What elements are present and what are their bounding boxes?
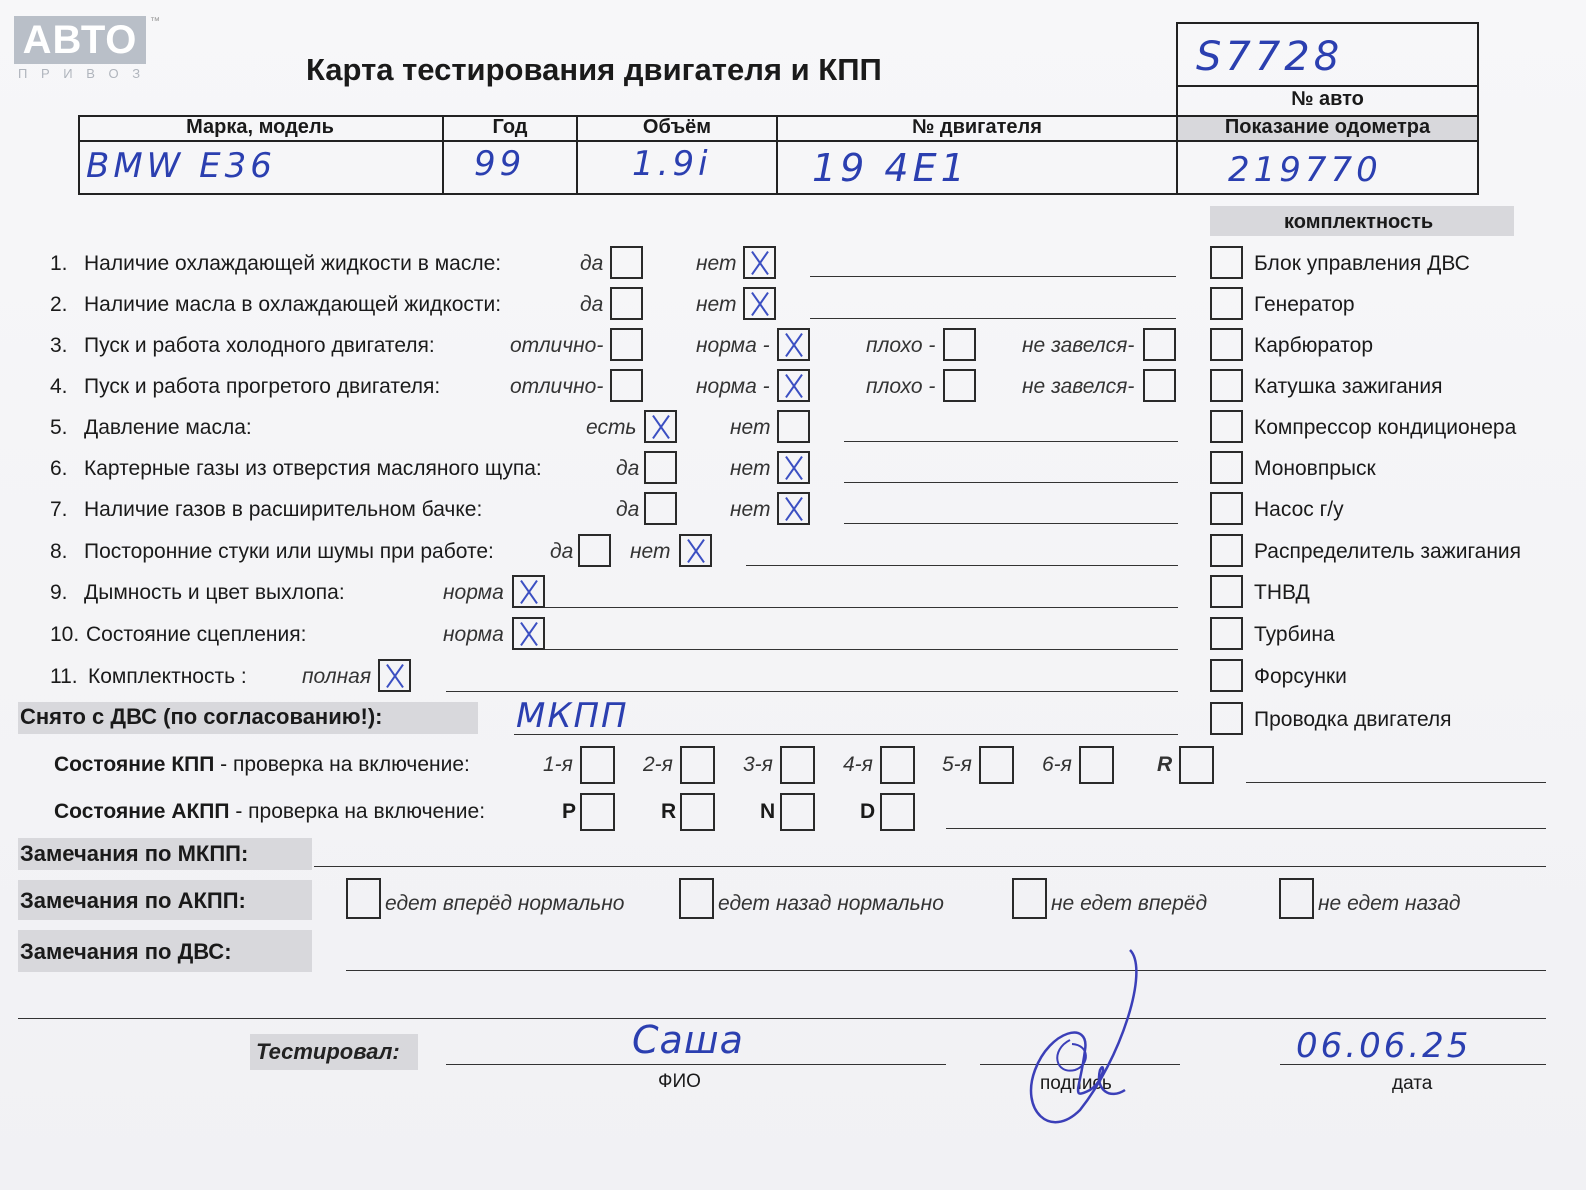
item-8-num: 8. (50, 540, 68, 563)
kit-label-turbine: Турбина (1254, 623, 1335, 646)
akpp-no-forward-label: не едет вперёд (1051, 892, 1208, 915)
kit-label-mono-injection: Моновпрыск (1254, 457, 1376, 480)
kpp-gear-6-label: 6-я (1042, 753, 1072, 776)
akpp-gear-d-checkbox[interactable] (880, 793, 915, 831)
item-6-no-checkbox[interactable] (777, 451, 810, 484)
item-7-opt-no: нет (730, 498, 771, 521)
kit-checkbox-injection-pump[interactable] (1210, 575, 1243, 608)
item-4-opt-normal: норма - (696, 375, 770, 398)
logo-tm: ™ (150, 16, 160, 27)
kit-label-ac-compressor: Компрессор кондиционера (1254, 416, 1517, 439)
col-header-year: Год (492, 116, 528, 138)
item-8-line (746, 565, 1178, 566)
remarks-akpp-label: Замечания по АКПП: (20, 888, 246, 913)
akpp-no-backward-label: не едет назад (1318, 892, 1461, 915)
year-value: 99 (474, 144, 526, 184)
akpp-gear-n-checkbox[interactable] (780, 793, 815, 831)
item-10-label: Состояние сцепления: (86, 623, 307, 646)
kpp-gear-5-checkbox[interactable] (979, 746, 1014, 784)
akpp-gear-n-label: N (760, 800, 776, 823)
akpp-label (54, 800, 485, 824)
kit-label-ignition-coil: Катушка зажигания (1254, 375, 1443, 398)
tested-date: 06.06.25 (1296, 1026, 1472, 1066)
item-6-label: Картерные газы из отверстия масляного щупа: (84, 457, 542, 480)
kpp-label-rest: - проверка на включение: (214, 753, 470, 776)
akpp-line (946, 828, 1546, 829)
remarks-mkpp-line (314, 866, 1546, 867)
col-header-odometer: Показание одометра (1224, 116, 1431, 138)
date-caption: дата (1392, 1073, 1433, 1094)
kpp-gear-r-label: R (1157, 753, 1173, 776)
signature-caption: подпись (1040, 1073, 1112, 1094)
item-1-num: 1. (50, 252, 68, 275)
akpp-gear-r-checkbox[interactable] (680, 793, 715, 831)
kit-checkbox-turbine[interactable] (1210, 617, 1243, 650)
item-6-num: 6. (50, 457, 68, 480)
item-4-nostart-checkbox[interactable] (1143, 369, 1176, 402)
item-9-line (545, 607, 1178, 608)
item-5-opt-no: нет (730, 416, 771, 439)
item-2-label: Наличие масла в охлаждающей жидкости: (84, 293, 502, 316)
kpp-gear-3-label: 3-я (743, 753, 773, 776)
kit-checkbox-power-steering-pump[interactable] (1210, 492, 1243, 525)
item-10-opt-normal: норма (443, 623, 504, 646)
item-1-opt-yes: да (580, 252, 604, 275)
model-value: BMW E36 (86, 146, 276, 186)
item-4-opt-nostart: не завелся- (1022, 375, 1135, 398)
remarks-dvs-line (346, 970, 1546, 971)
item-1-label: Наличие охлаждающей жидкости в масле: (84, 252, 502, 275)
car-number-value: S7728 (1196, 34, 1344, 80)
akpp-forward-ok-label: едет вперёд нормально (385, 892, 625, 915)
kpp-gear-1-label: 1-я (543, 753, 573, 776)
item-7-line (844, 523, 1178, 524)
kit-label-distributor: Распределитель зажигания (1254, 540, 1522, 563)
item-1-yes-checkbox[interactable] (610, 246, 643, 279)
logo (14, 16, 160, 82)
kit-label-power-steering-pump: Насос г/у (1254, 498, 1344, 521)
col-header-engine-no: № двигателя (912, 116, 1042, 138)
kit-checkbox-generator[interactable] (1210, 287, 1243, 320)
akpp-gear-d-label: D (860, 800, 876, 823)
item-11-line (446, 691, 1178, 692)
item-10-normal-checkbox[interactable] (512, 617, 545, 650)
kit-checkbox-ac-compressor[interactable] (1210, 410, 1243, 443)
removed-label: Снято с ДВС (по согласованию!): (20, 704, 383, 729)
item-8-opt-no: нет (630, 540, 671, 563)
item-9-opt-normal: норма (443, 581, 504, 604)
kpp-line (1246, 782, 1546, 783)
akpp-no-forward-checkbox[interactable] (1012, 878, 1047, 919)
kpp-gear-2-label: 2-я (643, 753, 673, 776)
item-6-yes-checkbox[interactable] (644, 451, 677, 484)
header-divider (78, 140, 1479, 142)
item-11-num: 11. (50, 665, 78, 688)
kit-label-injection-pump: ТНВД (1254, 581, 1310, 604)
item-7-num: 7. (50, 498, 68, 521)
kpp-gear-r-checkbox[interactable] (1179, 746, 1214, 784)
akpp-no-backward-checkbox[interactable] (1279, 878, 1314, 919)
item-7-label: Наличие газов в расширительном бачке: (84, 498, 483, 521)
kpp-gear-3-checkbox[interactable] (780, 746, 815, 784)
item-4-opt-excellent: отлично- (510, 375, 604, 398)
item-3-nostart-checkbox[interactable] (1143, 328, 1176, 361)
item-6-opt-yes: да (616, 457, 640, 480)
kpp-gear-4-label: 4-я (843, 753, 873, 776)
kit-label-ecu: Блок управления ДВС (1254, 252, 1470, 275)
kit-label-carburetor: Карбюратор (1254, 334, 1374, 357)
item-4-normal-checkbox[interactable] (777, 369, 810, 402)
item-6-line (844, 482, 1178, 483)
item-1-opt-no: нет (696, 252, 737, 275)
logo-sub: П Р И В О З (18, 66, 146, 81)
item-2-num: 2. (50, 293, 68, 316)
akpp-label-rest: - проверка на включение: (229, 800, 486, 823)
item-4-bad-checkbox[interactable] (943, 369, 976, 402)
removed-value: МКПП (516, 696, 629, 736)
odometer-value: 219770 (1228, 150, 1382, 190)
item-3-label: Пуск и работа холодного двигателя: (84, 334, 435, 357)
item-4-num: 4. (50, 375, 68, 398)
item-2-no-checkbox[interactable] (743, 287, 776, 320)
kit-checkbox-wiring[interactable] (1210, 702, 1243, 735)
remarks-dvs-label: Замечания по ДВС: (20, 939, 232, 964)
kit-label-injectors: Форсунки (1254, 665, 1347, 688)
col-header-model: Марка, модель (186, 116, 334, 138)
kit-header: комплектность (1284, 211, 1434, 233)
tested-name: Саша (632, 1018, 744, 1062)
item-8-label: Посторонние стуки или шумы при работе: (84, 540, 494, 563)
item-11-full-checkbox[interactable] (378, 659, 411, 692)
kpp-gear-1-checkbox[interactable] (580, 746, 615, 784)
akpp-gear-p-label: P (562, 800, 577, 823)
item-9-label: Дымность и цвет выхлопа: (84, 581, 345, 604)
item-3-normal-checkbox[interactable] (777, 328, 810, 361)
car-number-label: № авто (1291, 88, 1364, 110)
item-4-opt-bad: плохо - (866, 375, 936, 398)
kit-checkbox-ecu[interactable] (1210, 246, 1243, 279)
item-8-opt-yes: да (550, 540, 574, 563)
item-1-no-checkbox[interactable] (743, 246, 776, 279)
tested-name-line (446, 1064, 946, 1065)
kpp-label (54, 753, 470, 777)
kpp-gear-4-checkbox[interactable] (880, 746, 915, 784)
item-5-line (844, 441, 1178, 442)
item-9-num: 9. (50, 581, 68, 604)
item-3-bad-checkbox[interactable] (943, 328, 976, 361)
item-5-num: 5. (50, 416, 68, 439)
item-2-line (810, 318, 1176, 319)
item-11-opt-full: полная (302, 665, 372, 688)
item-4-label: Пуск и работа прогретого двигателя: (84, 375, 441, 398)
item-3-opt-bad: плохо - (866, 334, 936, 357)
item-3-excellent-checkbox[interactable] (610, 328, 643, 361)
item-5-opt-yes: есть (586, 416, 637, 439)
kpp-gear-5-label: 5-я (942, 753, 972, 776)
item-2-opt-yes: да (580, 293, 604, 316)
item-7-no-checkbox[interactable] (777, 492, 810, 525)
akpp-backward-ok-checkbox[interactable] (679, 878, 714, 919)
kit-checkbox-injectors[interactable] (1210, 659, 1243, 692)
kit-checkbox-mono-injection[interactable] (1210, 451, 1243, 484)
kpp-gear-2-checkbox[interactable] (680, 746, 715, 784)
signature-image (1010, 940, 1160, 1140)
date-line (1280, 1064, 1546, 1065)
page-title: Карта тестирования двигателя и КПП (306, 52, 882, 87)
item-8-no-checkbox[interactable] (679, 534, 712, 567)
kpp-label-bold: Состояние КПП (54, 753, 215, 776)
remarks-mkpp-label: Замечания по МКПП: (20, 841, 249, 866)
item-10-line (545, 649, 1178, 650)
item-4-excellent-checkbox[interactable] (610, 369, 643, 402)
item-5-label: Давление масла: (84, 416, 252, 439)
volume-value: 1.9i (632, 144, 712, 184)
tested-label: Тестировал: (256, 1039, 400, 1064)
kit-label-generator: Генератор (1254, 293, 1355, 316)
engine-no-value: 19 4E1 (812, 146, 969, 190)
item-11-label: Комплектность : (88, 665, 247, 688)
item-10-num: 10. (50, 623, 80, 646)
removed-line (514, 734, 1178, 735)
item-3-num: 3. (50, 334, 68, 357)
item-8-yes-checkbox[interactable] (578, 534, 611, 567)
item-3-opt-nostart: не завелся- (1022, 334, 1135, 357)
akpp-gear-r-label: R (661, 800, 677, 823)
item-7-opt-yes: да (616, 498, 640, 521)
item-6-opt-no: нет (730, 457, 771, 480)
item-9-normal-checkbox[interactable] (512, 575, 545, 608)
item-2-opt-no: нет (696, 293, 737, 316)
item-5-yes-checkbox[interactable] (644, 410, 677, 443)
akpp-forward-ok-checkbox[interactable] (346, 878, 381, 919)
kit-label-wiring: Проводка двигателя (1254, 708, 1452, 731)
tested-name-caption: ФИО (658, 1071, 701, 1092)
col-header-volume: Объём (642, 116, 712, 138)
item-7-yes-checkbox[interactable] (644, 492, 677, 525)
kit-checkbox-carburetor[interactable] (1210, 328, 1243, 361)
item-3-opt-excellent: отлично- (510, 334, 604, 357)
item-3-opt-normal: норма - (696, 334, 770, 357)
item-5-no-checkbox[interactable] (777, 410, 810, 443)
kpp-gear-6-checkbox[interactable] (1079, 746, 1114, 784)
akpp-gear-p-checkbox[interactable] (580, 793, 615, 831)
item-1-line (810, 276, 1176, 277)
akpp-backward-ok-label: едет назад нормально (718, 892, 944, 915)
item-2-yes-checkbox[interactable] (610, 287, 643, 320)
akpp-label-bold: Состояние АКПП (54, 800, 230, 823)
kit-checkbox-distributor[interactable] (1210, 534, 1243, 567)
remarks-dvs-line-2 (18, 1018, 1546, 1019)
kit-checkbox-ignition-coil[interactable] (1210, 369, 1243, 402)
logo-main: АВТО (14, 16, 146, 64)
